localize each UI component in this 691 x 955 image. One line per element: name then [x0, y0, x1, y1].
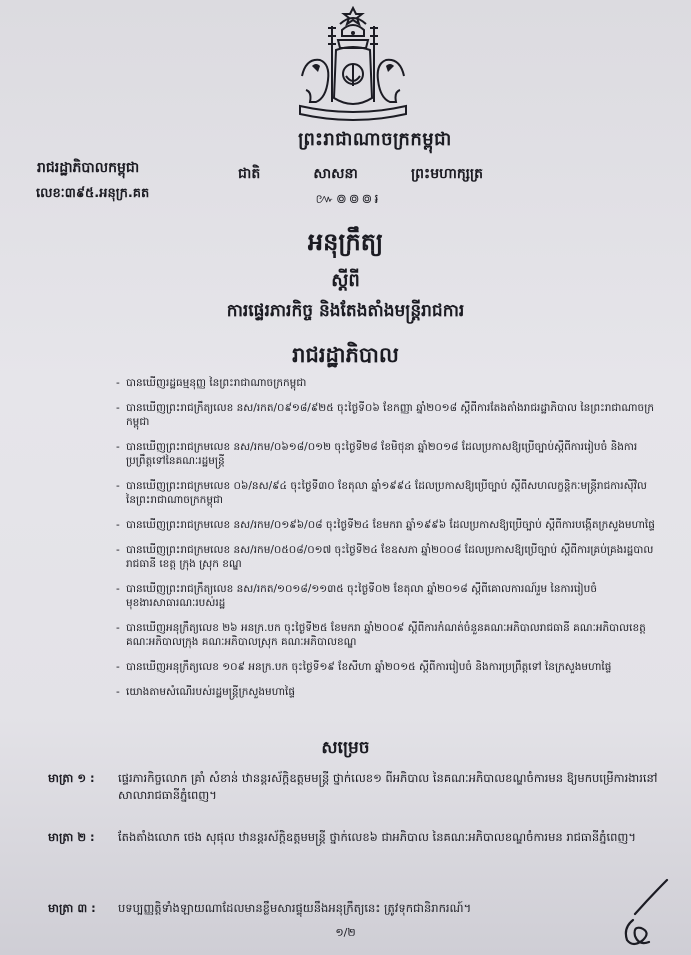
article-2 [48, 829, 658, 846]
consideration-item: - បានឃើញព្រះរាជក្រមលេខ នស/រកម/០៦១៨/០១២ ចុះថ្ងៃទី២៨ ខែមិថុនា ឆ្នាំ២០១៨ ដែលប្រកាសឱ្យប្រើច្បាប់ស្តីពីការរៀបចំ និងការប្រព្រឹត្តទៅនៃគណៈរដ្ឋមន្ត្រី [116, 440, 656, 468]
decides-heading: សម្រេច [321, 738, 370, 758]
document-type: អនុក្រឹត្យ [307, 228, 384, 256]
consideration-item: - បានឃើញព្រះរាជក្រមលេខ នស/រកម/០៥០៨/០១៧ ចុះថ្ងៃទី២៤ ខែឧសភា ឆ្នាំ២០០៨ ដែលប្រកាសឱ្យប្រើច្បាប់ ស្តីពីការគ្រប់គ្រងរដ្ឋបាលរាជធានី ខេត្ត ក្រុង ស្រុក ខណ្ឌ [116, 543, 656, 571]
article-label: មាត្រា ៣ : [48, 901, 96, 915]
motto-religion: សាសនា [313, 166, 358, 182]
article-3 [48, 900, 658, 917]
document-subject: ការផ្ទេរភារកិច្ច និងតែងតាំងមន្ត្រីរាជការ [226, 301, 465, 321]
ornamental-divider: ៚៙៙៙៛ [315, 192, 381, 207]
reference-value: ៣៩៥.អនុក្រ.គត [64, 186, 150, 201]
consideration-item: - យោងតាមសំណើរបស់រដ្ឋមន្ត្រីក្រសួងមហាផ្ទៃ [116, 685, 656, 699]
issuer-name: រាជរដ្ឋាភិបាលកម្ពុជា [37, 160, 140, 176]
consideration-item: - បានឃើញអនុក្រឹត្យលេខ ២៦ អនក្រ.បក ចុះថ្ងៃទី២៥ ខែមករា ឆ្នាំ២០០៩ ស្តីពីការកំណត់ចំនួនគណៈអភិបាលរាជធានី គណៈអភិបាលខេត្ត គណៈអភិបាលក្រុង គណៈអភិបាលស្រុក គណៈអភិបាលខណ្ឌ [116, 621, 656, 649]
considerations-list [116, 376, 656, 710]
page-number: ១/២ [335, 926, 356, 939]
consideration-item: - បានឃើញអនុក្រឹត្យលេខ ១០៩ អនក្រ.បក ចុះថ្ងៃទី១៩ ខែសីហា ឆ្នាំ២០១៥ ស្តីពីការរៀបចំ និងការប្រព្រឹត្តទៅ នៃក្រសួងមហាផ្ទៃ [116, 660, 656, 674]
article-1 [48, 770, 658, 804]
motto-nation: ជាតិ [238, 166, 261, 182]
national-motto [238, 164, 483, 185]
consideration-item: - បានឃើញព្រះរាជក្រឹត្យលេខ នស/រកត/០៩១៨/៩២៥ ចុះថ្ងៃទី០៦ ខែកញ្ញា ឆ្នាំ២០១៨ ស្តីពីការតែងតាំងរាជរដ្ឋាភិបាល នៃព្រះរាជាណាចក្រកម្ពុជា [116, 401, 656, 429]
article-text: ផ្ទេរភារកិច្ចលោក គ្រាំ សំខាន់ ឋានន្តរស័ក្តិឧត្តមមន្ត្រី ថ្នាក់លេខ១ ពីអភិបាល នៃគណៈអភិបាលខណ្ឌចំការមន ឱ្យមកបម្រើការងារនៅសាលារាជធានីភ្នំពេញ។ [118, 771, 658, 802]
government-heading: រាជរដ្ឋាភិបាល [292, 343, 399, 367]
reference-label: លេខៈ [36, 186, 65, 201]
article-label: មាត្រា ២ : [48, 830, 95, 844]
consideration-item: - បានឃើញព្រះរាជក្រមលេខ នស/រកម/០១៩៦/០៨ ចុះថ្ងៃទី២៤ ខែមករា ឆ្នាំ១៩៩៦ ដែលប្រកាសឱ្យប្រើច្បាប់ ស្តីពីការបង្កើតក្រសួងមហាផ្ទៃ [116, 518, 656, 532]
motto-king: ព្រះមហាក្សត្រ [411, 166, 483, 182]
regarding-label: ស្តីពី [331, 270, 360, 291]
royal-coat-of-arms-icon [292, 6, 414, 124]
consideration-item: - បានឃើញព្រះរាជក្រឹត្យលេខ នស/រកត/១០១៨/១១៣៥ ចុះថ្ងៃទី០២ ខែតុលា ឆ្នាំ២០១៨ ស្តីពីគោលការណ៍រួម នៃការរៀបចំមុខងារសាធារណៈរបស់រដ្ឋ [116, 582, 656, 610]
article-text: បទប្បញ្ញត្តិទាំងឡាយណាដែលមានខ្លឹមសារផ្ទុយនឹងអនុក្រឹត្យនេះ ត្រូវទុកជានិរាករណ៍។ [118, 901, 472, 915]
kingdom-title: ព្រះរាជាណាចក្រកម្ពុជា [298, 129, 452, 150]
article-text: តែងតាំងលោក ថេង សុផុល ឋានន្តរស័ក្តិឧត្តមមន្ត្រី ថ្នាក់លេខ៦ ជាអភិបាល នៃគណៈអភិបាលខណ្ឌចំការមន រាជធានីភ្នំពេញ។ [118, 830, 636, 844]
consideration-item: - បានឃើញរដ្ឋធម្មនុញ្ញ នៃព្រះរាជាណាចក្រកម្ពុជា [116, 376, 656, 390]
consideration-item: - បានឃើញព្រះរាជក្រមលេខ ០៦/នស/៩៤ ចុះថ្ងៃទី៣០ ខែតុលា ឆ្នាំ១៩៩៤ ដែលប្រកាសឱ្យប្រើច្បាប់ ស្តីពីសហលក្ខន្តិកៈមន្ត្រីរាជការស៊ីវិល នៃព្រះរាជាណាចក្រកម្ពុជា [116, 479, 656, 507]
article-label: មាត្រា ១ : [48, 771, 95, 785]
reference-number [36, 185, 149, 204]
